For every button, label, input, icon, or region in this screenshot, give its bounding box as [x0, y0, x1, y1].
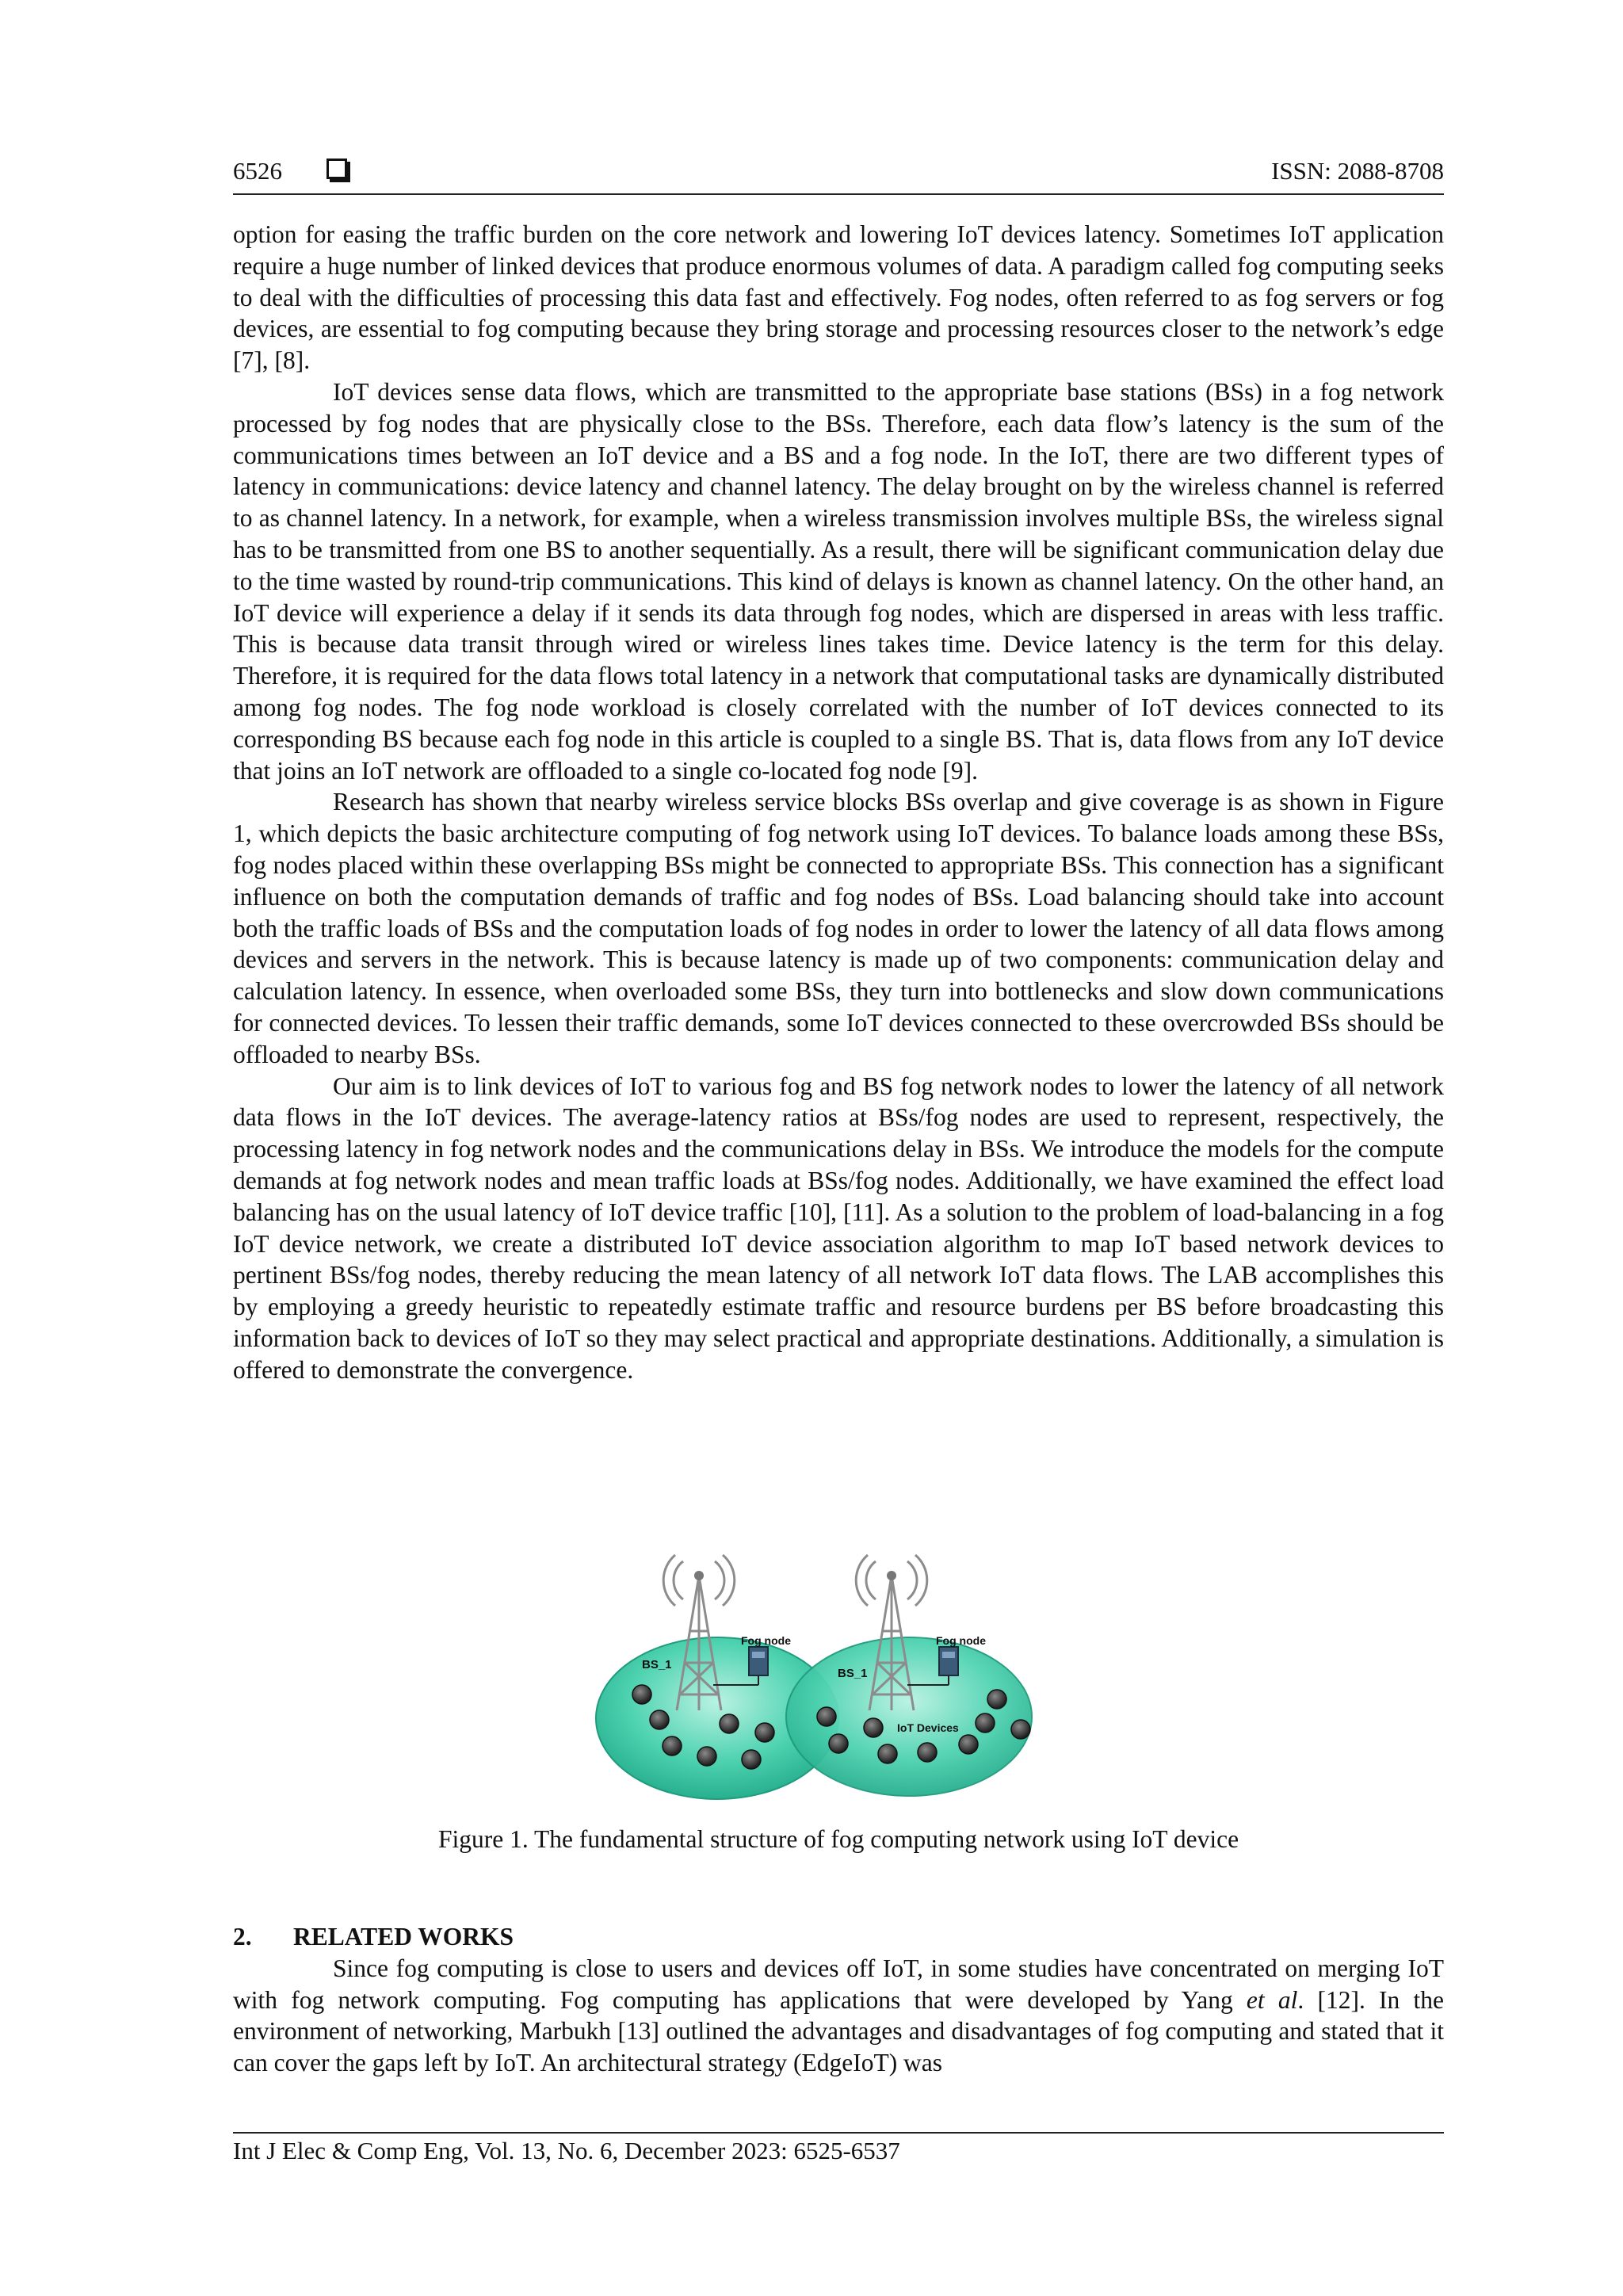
section-heading [233, 1921, 1444, 1953]
paragraph-4: Our aim is to link devices of IoT to various fog and BS fog network nodes to lower the latency of all network data flows in the IoT devices. The average-latency ratios at BSs/fog nodes are used to represent, respectively, the processing latency in fog network nodes and the communications delay in BSs. We introduce the models for the compute demands at fog network nodes and mean traffic loads at BSs/fog nodes. Additionally, we have examined the effect load balancing has on the usual latency of IoT device traffic [10], [11]. As a solution to the problem of load-balancing in a fog IoT device network, we create a distributed IoT device association algorithm to map IoT based network devices to pertinent BSs/fog nodes, thereby reducing the mean latency of all network IoT data flows. The LAB accomplishes this by employing a greedy heuristic to repeatedly estimate traffic and resource burdens per BS before broadcasting this information back to devices of IoT so they may select practical and appropriate destinations. Additionally, a simulation is offered to demonstrate the convergence. [233, 1072, 1444, 1384]
fog-network-diagram [586, 1544, 1094, 1813]
label-fog-left: Fog node [741, 1634, 791, 1647]
section-text-etal: et al [1246, 1985, 1298, 2014]
figure-1 [586, 1544, 1094, 1813]
section-text-b: . [12]. In the environment of networking, Marbukh [13] outlined the advantages and disadvantages of fog computing and stated that it can cover the gaps left by IoT. An architectural strategy (EdgeIoT) was [233, 1985, 1444, 2077]
label-iot-devices: IoT Devices [897, 1721, 959, 1734]
label-bs-right: BS_1 [838, 1667, 868, 1680]
section-text-a: Since fog computing is close to users and devices off IoT, in some studies have concentrated on merging IoT with fog network computing. Fog computing has applications that were developed by Yang [233, 1954, 1444, 2014]
journal-citation: Int J Elec & Comp Eng, Vol. 13, No. 6, December 2023: 6525-6537 [233, 2137, 900, 2164]
label-fog-right: Fog node [936, 1634, 986, 1647]
issn-label: ISSN: 2088-8708 [1271, 157, 1444, 185]
running-header [233, 155, 1444, 195]
running-footer [233, 2132, 1444, 2165]
section-title: RELATED WORKS [293, 1923, 514, 1950]
page-number: 6526 [233, 157, 282, 185]
section-paragraph [233, 1953, 1444, 2079]
figure-caption: Figure 1. The fundamental structure of fog computing network using IoT device [437, 1825, 1239, 1853]
section-number: 2. [233, 1923, 252, 1950]
body-text [233, 219, 1444, 1385]
checkbox-glyph-icon [327, 159, 347, 179]
label-bs-left: BS_1 [642, 1658, 672, 1671]
section-related-works [233, 1921, 1444, 2079]
paragraph-2: IoT devices sense data flows, which are transmitted to the appropriate base stations (BSs) in a fog network processed by fog nodes that are physically close to the BSs. Therefore, each data flow’s latency is the sum of the communications times between an IoT device and a BS and a fog node. In the IoT, there are two different types of latency in communications: device latency and channel latency. The delay brought on by the wireless channel is referred to as channel latency. In a network, for example, when a wireless transmission involves multiple BSs, the wireless signal has to be transmitted from one BS to another sequentially. As a result, there will be significant communication delay due to the time wasted by round-trip communications. This kind of delays is known as channel latency. On the other hand, an IoT device will experience a delay if it sends its data through fog nodes, which are dispersed in areas with less traffic. This is because data transit through wired or wireless lines takes time. Device latency is the term for this delay. Therefore, it is required for the data flows total latency in a network that computational tasks are dynamically distributed among fog nodes. The fog node workload is closely correlated with the number of IoT devices connected to its corresponding BS because each fog node in this article is coupled to a single BS. That is, data flows from any IoT device that joins an IoT network are offloaded to a single co-located fog node [9]. [233, 377, 1444, 785]
paragraph-1: option for easing the traffic burden on the core network and lowering IoT devices latency. Sometimes IoT application require a huge number of linked devices that produce enormous volumes of data. A paradigm called fog computing seeks to deal with the difficulties of processing this data fast and effectively. Fog nodes, often referred to as fog servers or fog devices, are essential to fog computing because they bring storage and processing resources closer to the network’s edge [7], [8]. [233, 220, 1444, 375]
paragraph-3: Research has shown that nearby wireless service blocks BSs overlap and give coverage is as shown in Figure 1, which depicts the basic architecture computing of fog network using IoT devices. To balance loads among these BSs, fog nodes placed within these overlapping BSs might be connected to appropriate BSs. This connection has a significant influence on both the computation demands of traffic and fog nodes of BSs. Load balancing should take into account both the traffic loads of BSs and the computation loads of fog nodes in order to lower the latency of all data flows among devices and servers in the network. This is because latency is made up of two components: communication delay and calculation latency. In essence, when overloaded some BSs, they turn into bottlenecks and slow down communications for connected devices. To lessen their traffic demands, some IoT devices connected to these overcrowded BSs should be offloaded to nearby BSs. [233, 788, 1444, 1068]
